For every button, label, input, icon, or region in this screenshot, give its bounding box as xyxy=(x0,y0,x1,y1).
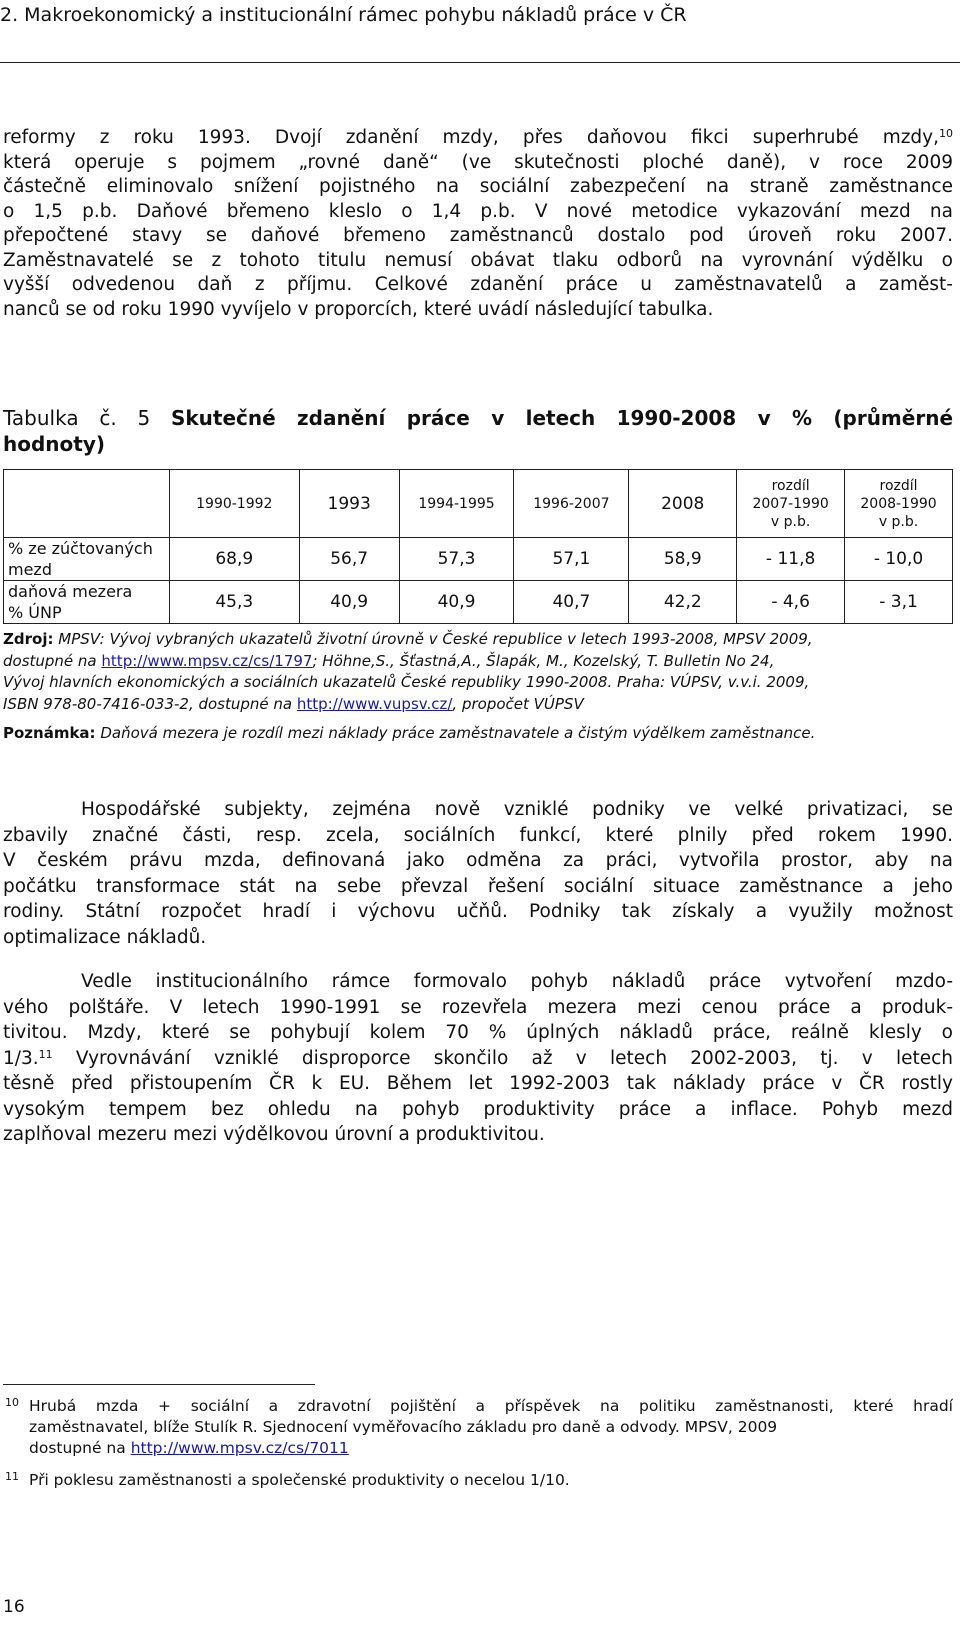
table-cell: - 10,0 xyxy=(845,538,953,581)
text-line: částečně eliminovalo snížení pojistného na sociální zabezpečení na straně zaměstnance xyxy=(3,176,953,197)
footnote-11 xyxy=(3,1470,953,1491)
table-cell: 45,3 xyxy=(169,581,299,624)
text-fragment: 1/3. xyxy=(3,1047,39,1069)
text-line: počátku transformace stát na sebe převzal řešení sociální situace zaměstnance a jeho xyxy=(3,875,953,897)
footnote-line xyxy=(29,1438,953,1459)
text-line: zbavily značné části, resp. zcela, sociálních funkcí, které plnily před rokem 1990. xyxy=(3,824,953,846)
footnote-ref-11[interactable]: 11 xyxy=(38,1047,53,1061)
caption-line xyxy=(3,405,953,431)
footnote-text: dostupné na xyxy=(29,1439,126,1457)
table-note xyxy=(3,723,815,744)
table-cell: 57,3 xyxy=(399,538,514,581)
source-line xyxy=(3,672,953,694)
text-line: která operuje s pojmem „rovné daně“ (ve skutečnosti ploché daně), v roce 2009 xyxy=(3,151,953,173)
text-line: rodiny. Státní rozpočet hradí i výchovu učňů. Podniky tak získaly a využily možnost xyxy=(3,901,953,922)
note-label: Poznámka: xyxy=(3,724,96,742)
page-number: 16 xyxy=(3,1597,25,1617)
row-label-line: daňová mezera xyxy=(8,582,133,601)
table-title-cont: hodnoty) xyxy=(3,432,106,456)
text-line: nanců se od roku 1990 vyvíjelo v proporcích, které uvádí následující tabulka. xyxy=(3,298,714,320)
table-cell: - 11,8 xyxy=(737,538,845,581)
text-line: vého polštáře. V letech 1990-1991 se rozevřela mezera mezi cenou práce a produk- xyxy=(3,996,953,1018)
source-text: MPSV: Vývoj vybraných ukazatelů životní úrovně v České republice v letech 1993-2008, MPSV 2009, xyxy=(58,630,813,648)
source-text: dostupné na xyxy=(3,651,97,670)
source-text: ; Höhne,S., Šťastná,A., Šlapák, M., Kozelský, T. Bulletin No 24, xyxy=(312,651,775,670)
header-line: 2007-1990 xyxy=(752,495,829,512)
row-label xyxy=(4,581,170,624)
footnote-ref-10[interactable]: 10 xyxy=(939,127,953,140)
footnote-body xyxy=(29,1470,953,1491)
table-caption xyxy=(3,405,953,457)
footnote-line: Hrubá mzda + sociální a zdravotní pojištění a příspěvek na politiku zaměstnanosti, které hradí xyxy=(29,1397,953,1415)
text-fragment: Vyrovnávání vzniklé disproporce skončilo až v letech 2002-2003, tj. v letech xyxy=(75,1047,953,1069)
table-cell: 40,9 xyxy=(399,581,514,624)
footnote-link-mpsv[interactable]: http://www.mpsv.cz/cs/7011 xyxy=(130,1439,349,1457)
text-line: vyšší odvedenou daň z příjmu. Celkové zdanění práce u zaměstnavatelů a zaměst- xyxy=(3,274,953,295)
header-line: rozdíl xyxy=(771,477,810,494)
running-header: 2. Makroekonomický a institucionální rámec pohybu nákladů práce v ČR xyxy=(0,4,687,26)
footnote-divider xyxy=(3,1384,315,1385)
header-line: 2008-1990 xyxy=(860,495,937,512)
text-line: reformy z roku 1993. Dvojí zdanění mzdy, přes daňovou fikci superhrubé mzdy,$^{10}$ xyxy=(3,127,953,148)
table-cell: 57,1 xyxy=(514,538,629,581)
text-line: zaplňoval mezeru mezi výdělkovou úrovní a produktivitou. xyxy=(3,1124,545,1145)
header-divider xyxy=(0,62,960,63)
text-line xyxy=(3,1046,953,1072)
table-cell: - 4,6 xyxy=(737,581,845,624)
column-header: 1994-1995 xyxy=(399,470,514,538)
footnote-number: 10 xyxy=(5,1396,19,1409)
column-header-diff-2007 xyxy=(737,470,845,538)
column-header: 1990-1992 xyxy=(169,470,299,538)
text-line: tivitou. Mzdy, které se pohybují kolem 70 % úplných nákladů práce, reálně klesly o xyxy=(3,1022,953,1043)
text-line: optimalizace nákladů. xyxy=(3,926,207,948)
table-row xyxy=(4,581,953,624)
row-label xyxy=(4,538,170,581)
text-line: V českém právu mzda, definovaná jako odměna za práci, vytvořila prostor, aby na xyxy=(3,850,953,871)
table-cell: - 3,1 xyxy=(845,581,953,624)
header-line: v p.b. xyxy=(878,513,919,530)
table-title: Skutečné zdanění práce v letech 1990-2008 v % (průměrné xyxy=(170,406,954,430)
row-label-line: % ÚNP xyxy=(8,603,62,622)
text-line: přepočtené stavy se daňové břemeno zaměstnanců dostalo pod úroveň roku 2007. xyxy=(3,225,953,246)
source-line xyxy=(3,629,953,651)
column-header: 1993 xyxy=(299,470,399,538)
source-label: Zdroj: xyxy=(3,630,54,648)
row-label-line: mezd xyxy=(8,560,52,579)
data-table xyxy=(3,469,953,624)
table-cell: 40,9 xyxy=(299,581,399,624)
table-label: Tabulka č. 5 xyxy=(3,406,151,430)
text-line: těsně před přistoupením ČR k EU. Během let 1992-2003 tak náklady práce v ČR rostly xyxy=(3,1073,953,1094)
table-cell: 68,9 xyxy=(169,538,299,581)
source-text: ISBN 978-80-7416-033-2, dostupné na xyxy=(3,694,293,713)
paragraph-wage-cushion xyxy=(3,969,953,1148)
text-line: Vedle institucionálního rámce formovalo pohyb nákladů práce vytvoření mzdo- xyxy=(81,971,953,992)
table-cell: 56,7 xyxy=(299,538,399,581)
column-header: 1996-2007 xyxy=(514,470,629,538)
text-line: Zaměstnavatelé se z tohoto titulu nemusí obávat tlaku odborů na vyrovnání výdělku o xyxy=(3,249,953,271)
table-row xyxy=(4,538,953,581)
column-header: 2008 xyxy=(629,470,737,538)
source-line xyxy=(3,694,953,716)
paragraph-intro xyxy=(3,126,953,322)
source-text: , propočet VÚPSV xyxy=(452,694,584,713)
footnote-number: 11 xyxy=(5,1470,19,1483)
text-line: o 1,5 p.b. Daňové břemeno kleslo o 1,4 p.b. V nové metodice vykazování mezd na xyxy=(3,200,953,222)
footnote-10 xyxy=(3,1396,953,1459)
table-cell: 58,9 xyxy=(629,538,737,581)
table-cell: 42,2 xyxy=(629,581,737,624)
table-source xyxy=(3,629,953,715)
text-line: Hospodářské subjekty, zejména nově vzniklé podniky ve velké privatizaci, se xyxy=(81,799,953,820)
source-text: Vývoj hlavních ekonomických a sociálních ukazatelů České republiky 1990-2008. Praha: VÚPSV, v.v.i. 2009, xyxy=(3,673,810,691)
table-header-row xyxy=(4,470,953,538)
paragraph-enterprises xyxy=(3,797,953,950)
footnote-line: Při poklesu zaměstnanosti a společenské produktivity o necelou 1/10. xyxy=(29,1471,570,1489)
header-line: rozdíl xyxy=(879,477,918,494)
note-text: Daňová mezera je rozdíl mezi náklady práce zaměstnavatele a čistým výdělkem zaměstnance. xyxy=(100,724,816,742)
header-line: v p.b. xyxy=(770,513,811,530)
column-header-diff-2008 xyxy=(845,470,953,538)
source-line xyxy=(3,651,953,673)
footnote-body xyxy=(29,1396,953,1459)
text-line: vysokým tempem bez ohledu na pohyb produktivity práce a inflace. Pohyb mezd xyxy=(3,1098,953,1120)
table-cell: 40,7 xyxy=(514,581,629,624)
source-link-vupsv[interactable]: http://www.vupsv.cz/ xyxy=(296,694,453,713)
table-corner-cell xyxy=(4,470,170,538)
footnote-line: zaměstnavatel, blíže Stulík R. Sjednocení vyměřovacího základu pro daně a odvody. MPSV, 2009 xyxy=(29,1418,778,1436)
source-link-mpsv[interactable]: http://www.mpsv.cz/cs/1797 xyxy=(101,651,313,670)
row-label-line: % ze zúčtovaných xyxy=(8,539,153,558)
